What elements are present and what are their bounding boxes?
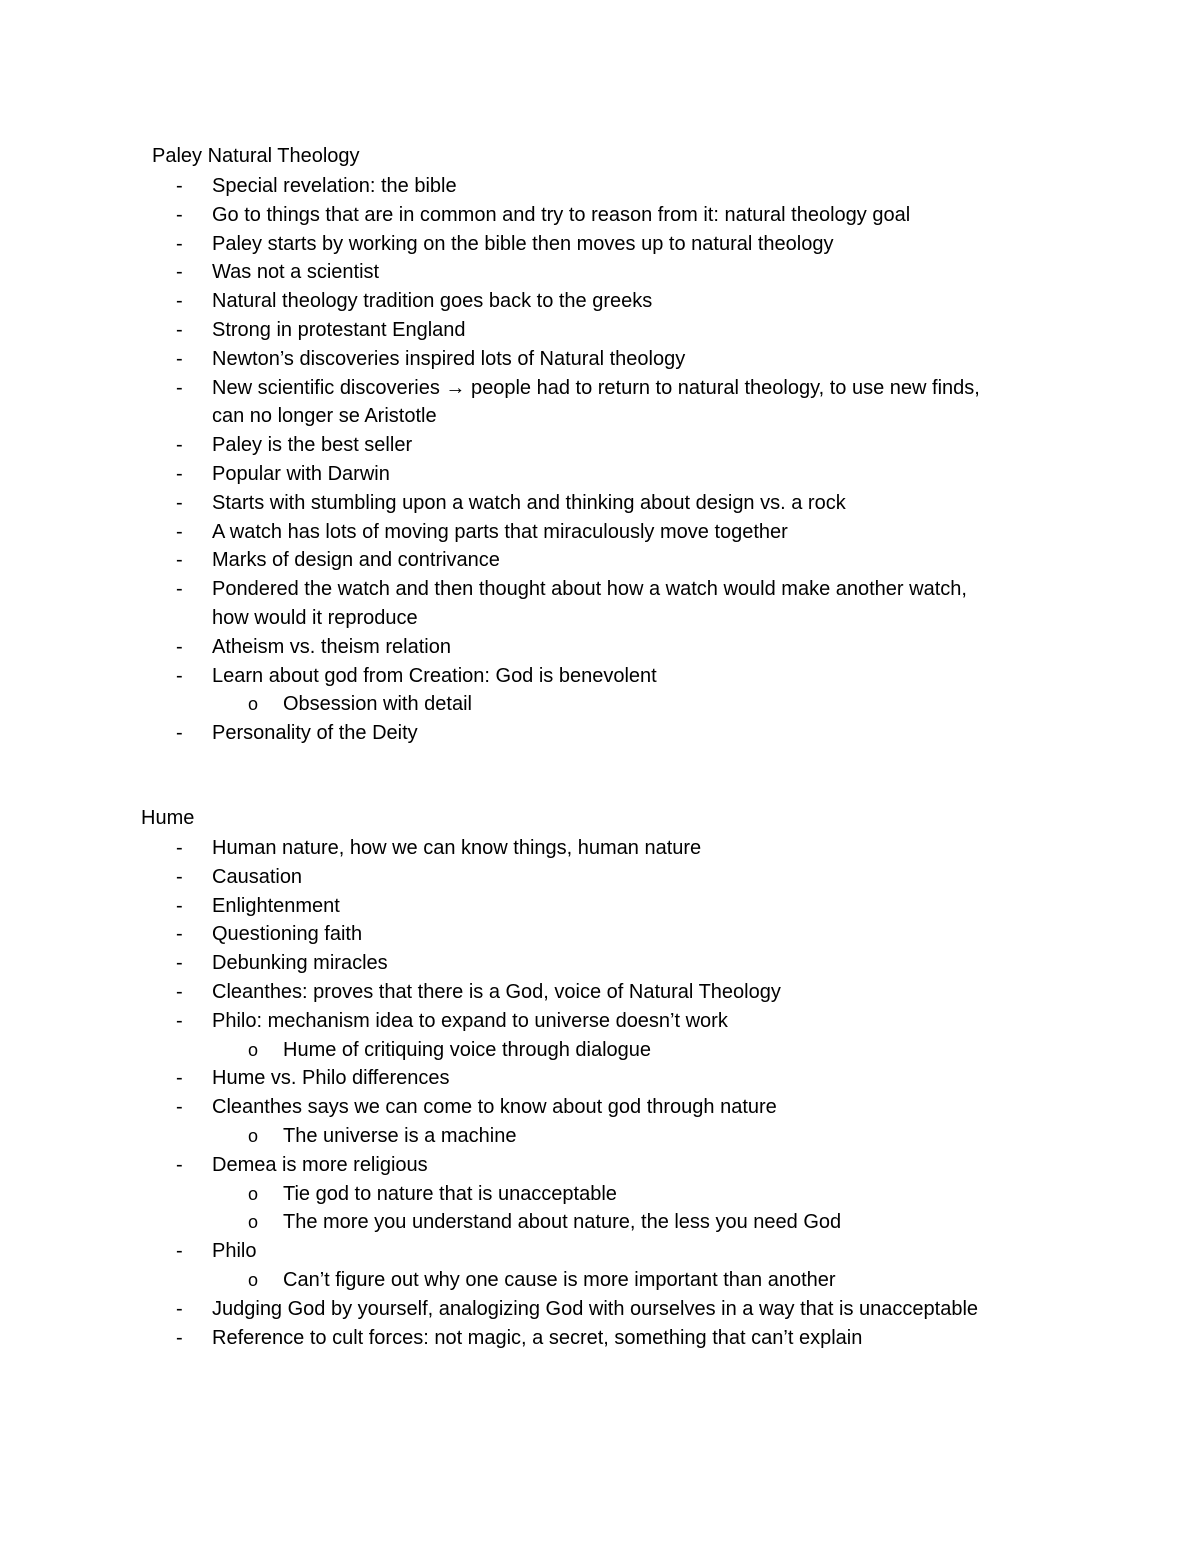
list-item (0, 489, 1200, 518)
bullet-list (0, 834, 1200, 1352)
dash-bullet-marker: - (176, 635, 183, 658)
dash-bullet-marker: - (176, 261, 183, 284)
list-item-text: Paley is the best seller (212, 434, 413, 457)
list-item-text: Hume of critiquing voice through dialogue (283, 1038, 651, 1061)
dash-bullet-marker: - (176, 1009, 183, 1032)
dash-bullet-marker: - (176, 1096, 183, 1119)
list-item (0, 374, 1200, 432)
list-item (0, 719, 1200, 748)
sub-list-item (0, 1208, 1200, 1237)
circle-bullet-marker: o (248, 1212, 259, 1233)
list-item (0, 258, 1200, 287)
dash-bullet-marker: - (176, 1326, 183, 1349)
list-item-text: Special revelation: the bible (212, 175, 457, 197)
list-item-text: Popular with Darwin (212, 462, 390, 485)
list-item-text: Paley starts by working on the bible then moves up to natural theology (212, 232, 834, 255)
dash-bullet-marker: - (176, 923, 183, 946)
list-item (0, 201, 1200, 230)
list-item-text: can no longer se Aristotle (212, 405, 437, 428)
list-item (0, 287, 1200, 316)
list-item (0, 834, 1200, 863)
list-item-text: Enlightenment (212, 894, 340, 917)
list-item (0, 316, 1200, 345)
circle-bullet-marker: o (248, 694, 259, 715)
list-item-text: Questioning faith (212, 923, 363, 946)
list-item-text: Newton’s discoveries inspired lots of Natural theology (212, 347, 686, 370)
list-item-text: Debunking miracles (212, 952, 388, 975)
list-item (0, 1324, 1200, 1353)
list-item (0, 978, 1200, 1007)
list-item-text: Reference to cult forces: not magic, a secret, something that can’t explain (212, 1326, 863, 1349)
list-item-text: The universe is a machine (283, 1124, 517, 1147)
list-item-text: Pondered the watch and then thought about how a watch would make another watch, (212, 578, 967, 601)
dash-bullet-marker: - (176, 520, 183, 543)
list-item-text: Judging God by yourself, analogizing God with ourselves in a way that is unacceptable (212, 1297, 979, 1320)
dash-bullet-marker: - (176, 232, 183, 255)
list-item-text: The more you understand about nature, the less you need God (283, 1211, 842, 1234)
list-item-text: Philo (212, 1240, 257, 1263)
dash-bullet-marker: - (176, 894, 183, 917)
list-item-text: Cleanthes says we can come to know about god through nature (212, 1096, 777, 1119)
dash-bullet-marker: - (176, 175, 183, 197)
circle-bullet-marker: o (248, 1039, 259, 1060)
list-item (0, 892, 1200, 921)
dash-bullet-marker: - (176, 1153, 183, 1176)
list-item (0, 1064, 1200, 1093)
dash-bullet-marker: - (176, 578, 183, 601)
dash-bullet-marker: - (176, 1067, 183, 1090)
list-item (0, 863, 1200, 892)
list-item (0, 662, 1200, 691)
list-item-text: how would it reproduce (212, 606, 418, 629)
list-item-text: Causation (212, 865, 303, 888)
dash-bullet-marker: - (176, 203, 183, 226)
list-item (0, 633, 1200, 662)
sub-list-item (0, 1036, 1200, 1065)
sub-list-item (0, 1180, 1200, 1209)
list-item (0, 1093, 1200, 1122)
sub-list-item (0, 1122, 1200, 1151)
list-item-text: Tie god to nature that is unacceptable (283, 1182, 617, 1205)
list-item-text: A watch has lots of moving parts that miraculously move together (212, 520, 788, 543)
list-item-text: Strong in protestant England (212, 318, 466, 341)
dash-bullet-marker: - (176, 722, 183, 745)
list-item-text: Go to things that are in common and try to reason from it: natural theology goal (212, 203, 911, 226)
list-item-text: Demea is more religious (212, 1153, 428, 1176)
dash-bullet-marker: - (176, 549, 183, 572)
list-item-text: New scientific discoveries → people had to return to natural theology, to use new finds, (212, 376, 980, 399)
list-item (0, 920, 1200, 949)
dash-bullet-marker: - (176, 980, 183, 1003)
list-item (0, 431, 1200, 460)
dash-bullet-marker: - (176, 290, 183, 313)
list-item (0, 1007, 1200, 1036)
dash-bullet-marker: - (176, 1297, 183, 1320)
sub-list-item (0, 1266, 1200, 1295)
section-heading: Hume (141, 807, 195, 829)
dash-bullet-marker: - (176, 347, 183, 370)
list-item (0, 575, 1200, 633)
list-item (0, 1237, 1200, 1266)
list-item-text: Can’t figure out why one cause is more important than another (283, 1268, 836, 1291)
list-item-text: Human nature, how we can know things, human nature (212, 837, 702, 859)
bullet-list (0, 172, 1200, 748)
dash-bullet-marker: - (176, 318, 183, 341)
list-item (0, 518, 1200, 547)
circle-bullet-marker: o (248, 1183, 259, 1204)
dash-bullet-marker: - (176, 491, 183, 514)
list-item-text: Natural theology tradition goes back to the greeks (212, 290, 653, 313)
list-item-text: Philo: mechanism idea to expand to universe doesn’t work (212, 1009, 728, 1032)
list-item-text: Marks of design and contrivance (212, 549, 500, 572)
list-item (0, 1295, 1200, 1324)
list-item (0, 1151, 1200, 1180)
list-item-text: Cleanthes: proves that there is a God, voice of Natural Theology (212, 980, 781, 1003)
dash-bullet-marker: - (176, 376, 183, 399)
list-item-text: Starts with stumbling upon a watch and thinking about design vs. a rock (212, 491, 846, 514)
list-item-text: Was not a scientist (212, 261, 380, 284)
circle-bullet-marker: o (248, 1269, 259, 1290)
list-item-text: Hume vs. Philo differences (212, 1067, 450, 1090)
list-item (0, 345, 1200, 374)
sub-list-item (0, 690, 1200, 719)
section-heading: Paley Natural Theology (152, 145, 360, 167)
list-item-text: Obsession with detail (283, 693, 472, 716)
list-item (0, 460, 1200, 489)
dash-bullet-marker: - (176, 952, 183, 975)
list-item (0, 172, 1200, 201)
dash-bullet-marker: - (176, 1240, 183, 1263)
dash-bullet-marker: - (176, 837, 183, 859)
list-item-text: Atheism vs. theism relation (212, 635, 451, 658)
list-item-text: Personality of the Deity (212, 722, 418, 745)
circle-bullet-marker: o (248, 1125, 259, 1146)
dash-bullet-marker: - (176, 462, 183, 485)
list-item-text: Learn about god from Creation: God is benevolent (212, 664, 657, 687)
dash-bullet-marker: - (176, 664, 183, 687)
dash-bullet-marker: - (176, 434, 183, 457)
dash-bullet-marker: - (176, 865, 183, 888)
list-item (0, 949, 1200, 978)
list-item (0, 546, 1200, 575)
list-item (0, 230, 1200, 259)
